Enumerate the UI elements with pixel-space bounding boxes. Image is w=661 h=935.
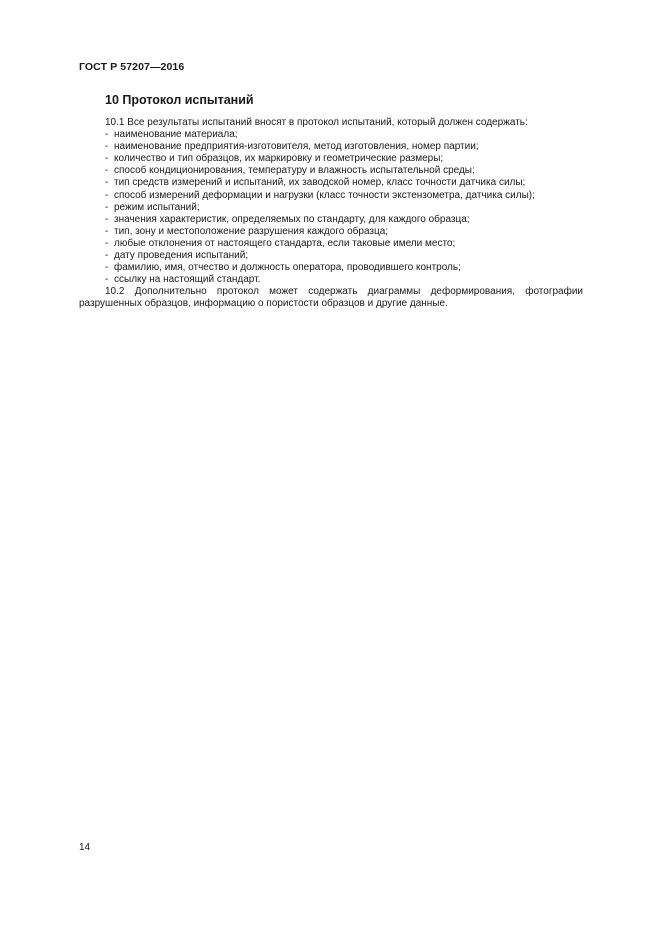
list-item — [79, 129, 583, 141]
list-item-text: способ измерений деформации и нагрузки (класс точности экстензометра, датчика силы); — [114, 189, 535, 201]
list-item-text: наименование материала; — [114, 129, 238, 141]
list-item-text: режим испытаний; — [114, 201, 200, 213]
list-item-text: значения характеристик, определяемых по стандарту, для каждого образца; — [114, 213, 470, 225]
paragraph-10-1: 10.1 Все результаты испытаний вносят в протокол испытаний, который должен содержать: — [105, 117, 528, 128]
document-code: ГОСТ Р 57207—2016 — [79, 61, 185, 73]
list-item — [79, 262, 583, 274]
list-item — [79, 214, 583, 226]
list-item — [79, 153, 583, 165]
list-dash: - — [105, 213, 109, 225]
list-item-text: дату проведения испытаний; — [114, 250, 249, 262]
list-item — [79, 274, 583, 286]
list-item — [79, 177, 583, 189]
list-dash: - — [105, 262, 109, 274]
list-item — [79, 250, 583, 262]
paragraph-10-2: 10.2 Дополнительно протокол может содержать диаграммы деформирования, фотографии разрушенных образцов, информацию о пористости образцов и другие данные. — [79, 286, 583, 310]
list-item-text: количество и тип образцов, их маркировку и геометрические размеры; — [114, 153, 444, 165]
list-item — [79, 190, 583, 202]
list-item — [79, 141, 583, 153]
list-item-text: способ кондиционирования, температуру и влажность испытательной среды; — [114, 165, 475, 177]
list-dash: - — [105, 237, 109, 249]
list-item — [79, 165, 583, 177]
list-dash: - — [105, 274, 109, 286]
list-item — [79, 226, 583, 238]
list-item-text: любые отклонения от настоящего стандарта, если таковые имели место; — [114, 237, 456, 249]
list-dash: - — [105, 177, 109, 189]
protocol-contents-list — [79, 129, 583, 286]
section-body — [79, 117, 583, 311]
list-dash: - — [105, 153, 109, 165]
page-number: 14 — [79, 842, 91, 853]
list-dash: - — [105, 225, 109, 237]
list-dash: - — [105, 141, 109, 153]
section-title: 10 Протокол испытаний — [105, 93, 254, 107]
list-item-text: фамилию, имя, отчество и должность оператора, проводившего контроль; — [114, 262, 461, 274]
list-dash: - — [105, 201, 109, 213]
list-dash: - — [105, 129, 109, 141]
list-item — [79, 238, 583, 250]
list-dash: - — [105, 165, 109, 177]
list-dash: - — [105, 250, 109, 262]
list-item-text: наименование предприятия-изготовителя, метод изготовления, номер партии; — [114, 141, 479, 153]
list-item-text: тип средств измерений и испытаний, их заводской номер, класс точности датчика силы; — [114, 177, 526, 189]
list-item — [79, 202, 583, 214]
list-item-text: тип, зону и местоположение разрушения каждого образца; — [114, 225, 389, 237]
list-item-text: ссылку на настоящий стандарт. — [114, 274, 261, 286]
list-dash: - — [105, 189, 109, 201]
